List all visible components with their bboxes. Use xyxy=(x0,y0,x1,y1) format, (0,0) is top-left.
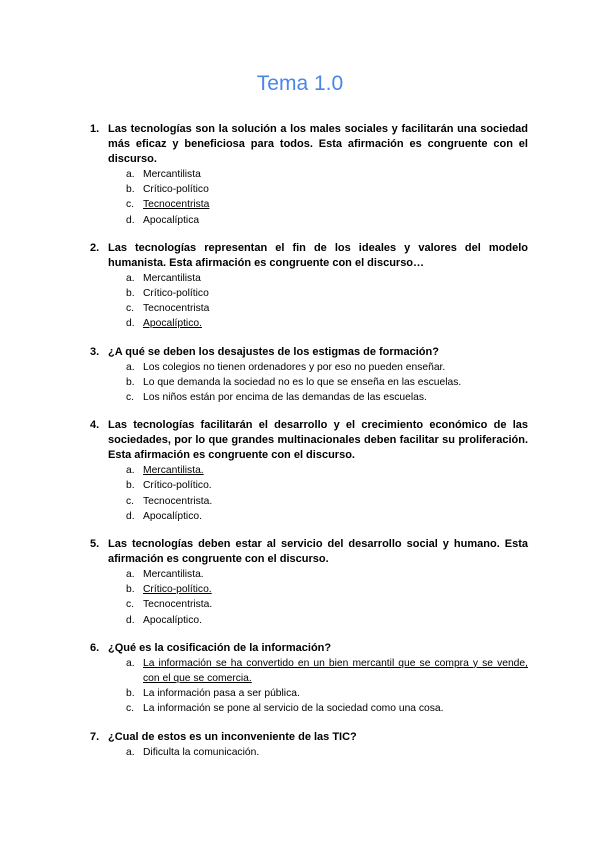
option-letter: d. xyxy=(126,214,135,226)
option-text: Tecnocentrista. xyxy=(143,495,213,507)
option-c xyxy=(90,701,528,716)
option-text-answer: Mercantilista. xyxy=(143,465,204,477)
option-text: Dificulta la comunicación. xyxy=(143,746,260,758)
question-text: ¿Cual de estos es un inconveniente de las TIC? xyxy=(108,730,357,743)
option-letter: a. xyxy=(126,361,135,373)
option-d xyxy=(90,613,528,628)
option-letter: a. xyxy=(126,169,135,180)
question-number: 5. xyxy=(90,538,100,551)
question-text: Las tecnologías deben estar al servicio del desarrollo social y humano. Esta afirmación es congruente con el discurso. xyxy=(108,538,528,566)
option-a xyxy=(90,271,528,286)
option-text-answer: Apocalíptico. xyxy=(143,318,202,330)
option-text: La información se pone al servicio de la sociedad como una cosa. xyxy=(143,703,444,715)
option-c xyxy=(90,597,528,612)
option-d xyxy=(90,213,528,228)
question-text: Las tecnologías facilitarán el desarrollo y el crecimiento económico de las sociedades, por lo que grandes multinacionales deben facilitar su proliferación. Esta afirmación es congruente con el discurso. xyxy=(108,419,528,462)
option-text: Apocalíptico. xyxy=(143,510,202,522)
option-letter: b. xyxy=(126,480,135,492)
option-b xyxy=(90,478,528,493)
option-b xyxy=(90,686,528,701)
option-text: Mercantilista xyxy=(143,272,201,284)
option-text: Apocalíptica xyxy=(143,214,200,226)
page-title: Tema 1.0 xyxy=(256,72,344,95)
option-text-answer: La información se ha convertido en un bien mercantil que se compra y se vende, con el que se comercia. xyxy=(143,657,528,685)
option-c xyxy=(90,197,528,212)
option-letter: d. xyxy=(126,510,135,522)
option-letter: c. xyxy=(126,495,135,507)
option-b xyxy=(90,375,528,390)
question-6 xyxy=(90,641,528,717)
option-text: Los niños están por encima de las demandas de las escuelas. xyxy=(143,392,427,404)
question-1 xyxy=(90,122,528,228)
question-number: 1. xyxy=(90,123,100,135)
option-b xyxy=(90,286,528,301)
option-letter: c. xyxy=(126,703,135,715)
option-c xyxy=(90,390,528,405)
option-letter: a. xyxy=(126,465,135,477)
option-a xyxy=(90,656,528,686)
option-text: Tecnocentrista. xyxy=(143,599,213,611)
option-text: Tecnocentrista xyxy=(143,303,210,315)
question-text: Las tecnologías representan el fin de los ideales y valores del modelo humanista. Esta afirmación es congruente con el discurso… xyxy=(108,241,528,269)
option-a xyxy=(90,463,528,478)
option-text: Los colegios no tienen ordenadores y por eso no pueden enseñar. xyxy=(143,361,446,373)
option-letter: a. xyxy=(126,746,135,758)
option-c xyxy=(90,301,528,316)
question-7 xyxy=(90,730,528,760)
option-letter: b. xyxy=(126,688,135,700)
option-b xyxy=(90,582,528,597)
question-4 xyxy=(90,418,528,524)
option-b xyxy=(90,182,528,197)
option-text: Crítico-político. xyxy=(143,480,212,492)
option-letter: c. xyxy=(126,599,135,611)
option-d xyxy=(90,509,528,524)
option-a xyxy=(90,567,528,582)
question-2 xyxy=(90,241,528,332)
question-number: 3. xyxy=(90,345,100,358)
option-text-answer: Crítico-político. xyxy=(143,584,212,596)
question-text: Las tecnologías son la solución a los males sociales y facilitarán una sociedad más eficaz y beneficiosa para todos. Esta afirmación es congruente con el discurso. xyxy=(108,123,528,165)
option-text: La información pasa a ser pública. xyxy=(143,688,300,700)
option-a xyxy=(90,360,528,375)
question-number: 4. xyxy=(90,419,100,432)
option-letter: c. xyxy=(126,392,135,404)
option-text: Crítico-político xyxy=(143,184,209,196)
question-number: 2. xyxy=(90,241,100,254)
question-list xyxy=(90,122,528,773)
option-c xyxy=(90,494,528,509)
question-number: 6. xyxy=(90,641,100,654)
option-letter: b. xyxy=(126,584,135,596)
option-a xyxy=(90,167,528,182)
option-letter: c. xyxy=(126,199,135,211)
option-text: Crítico-político xyxy=(143,288,209,300)
option-letter: d. xyxy=(126,318,135,330)
option-text: Lo que demanda la sociedad no es lo que se enseña en las escuelas. xyxy=(143,376,462,388)
option-text: Mercantilista xyxy=(143,169,201,180)
question-text: ¿A qué se deben los desajustes de los estigmas de formación? xyxy=(108,345,439,358)
question-number: 7. xyxy=(90,730,100,743)
option-letter: b. xyxy=(126,184,135,196)
option-letter: c. xyxy=(126,303,135,315)
question-5 xyxy=(90,537,528,628)
option-text: Apocalíptico. xyxy=(143,614,202,626)
question-text: ¿Qué es la cosificación de la información? xyxy=(108,641,332,654)
option-letter: a. xyxy=(126,569,135,581)
question-3 xyxy=(90,345,528,406)
option-d xyxy=(90,316,528,331)
option-letter: d. xyxy=(126,614,135,626)
option-letter: b. xyxy=(126,376,135,388)
option-text-answer: Tecnocentrista xyxy=(143,199,210,211)
option-letter: b. xyxy=(126,288,135,300)
option-a xyxy=(90,745,528,760)
option-letter: a. xyxy=(126,657,135,669)
option-text: Mercantilista. xyxy=(143,569,204,581)
option-letter: a. xyxy=(126,272,135,284)
